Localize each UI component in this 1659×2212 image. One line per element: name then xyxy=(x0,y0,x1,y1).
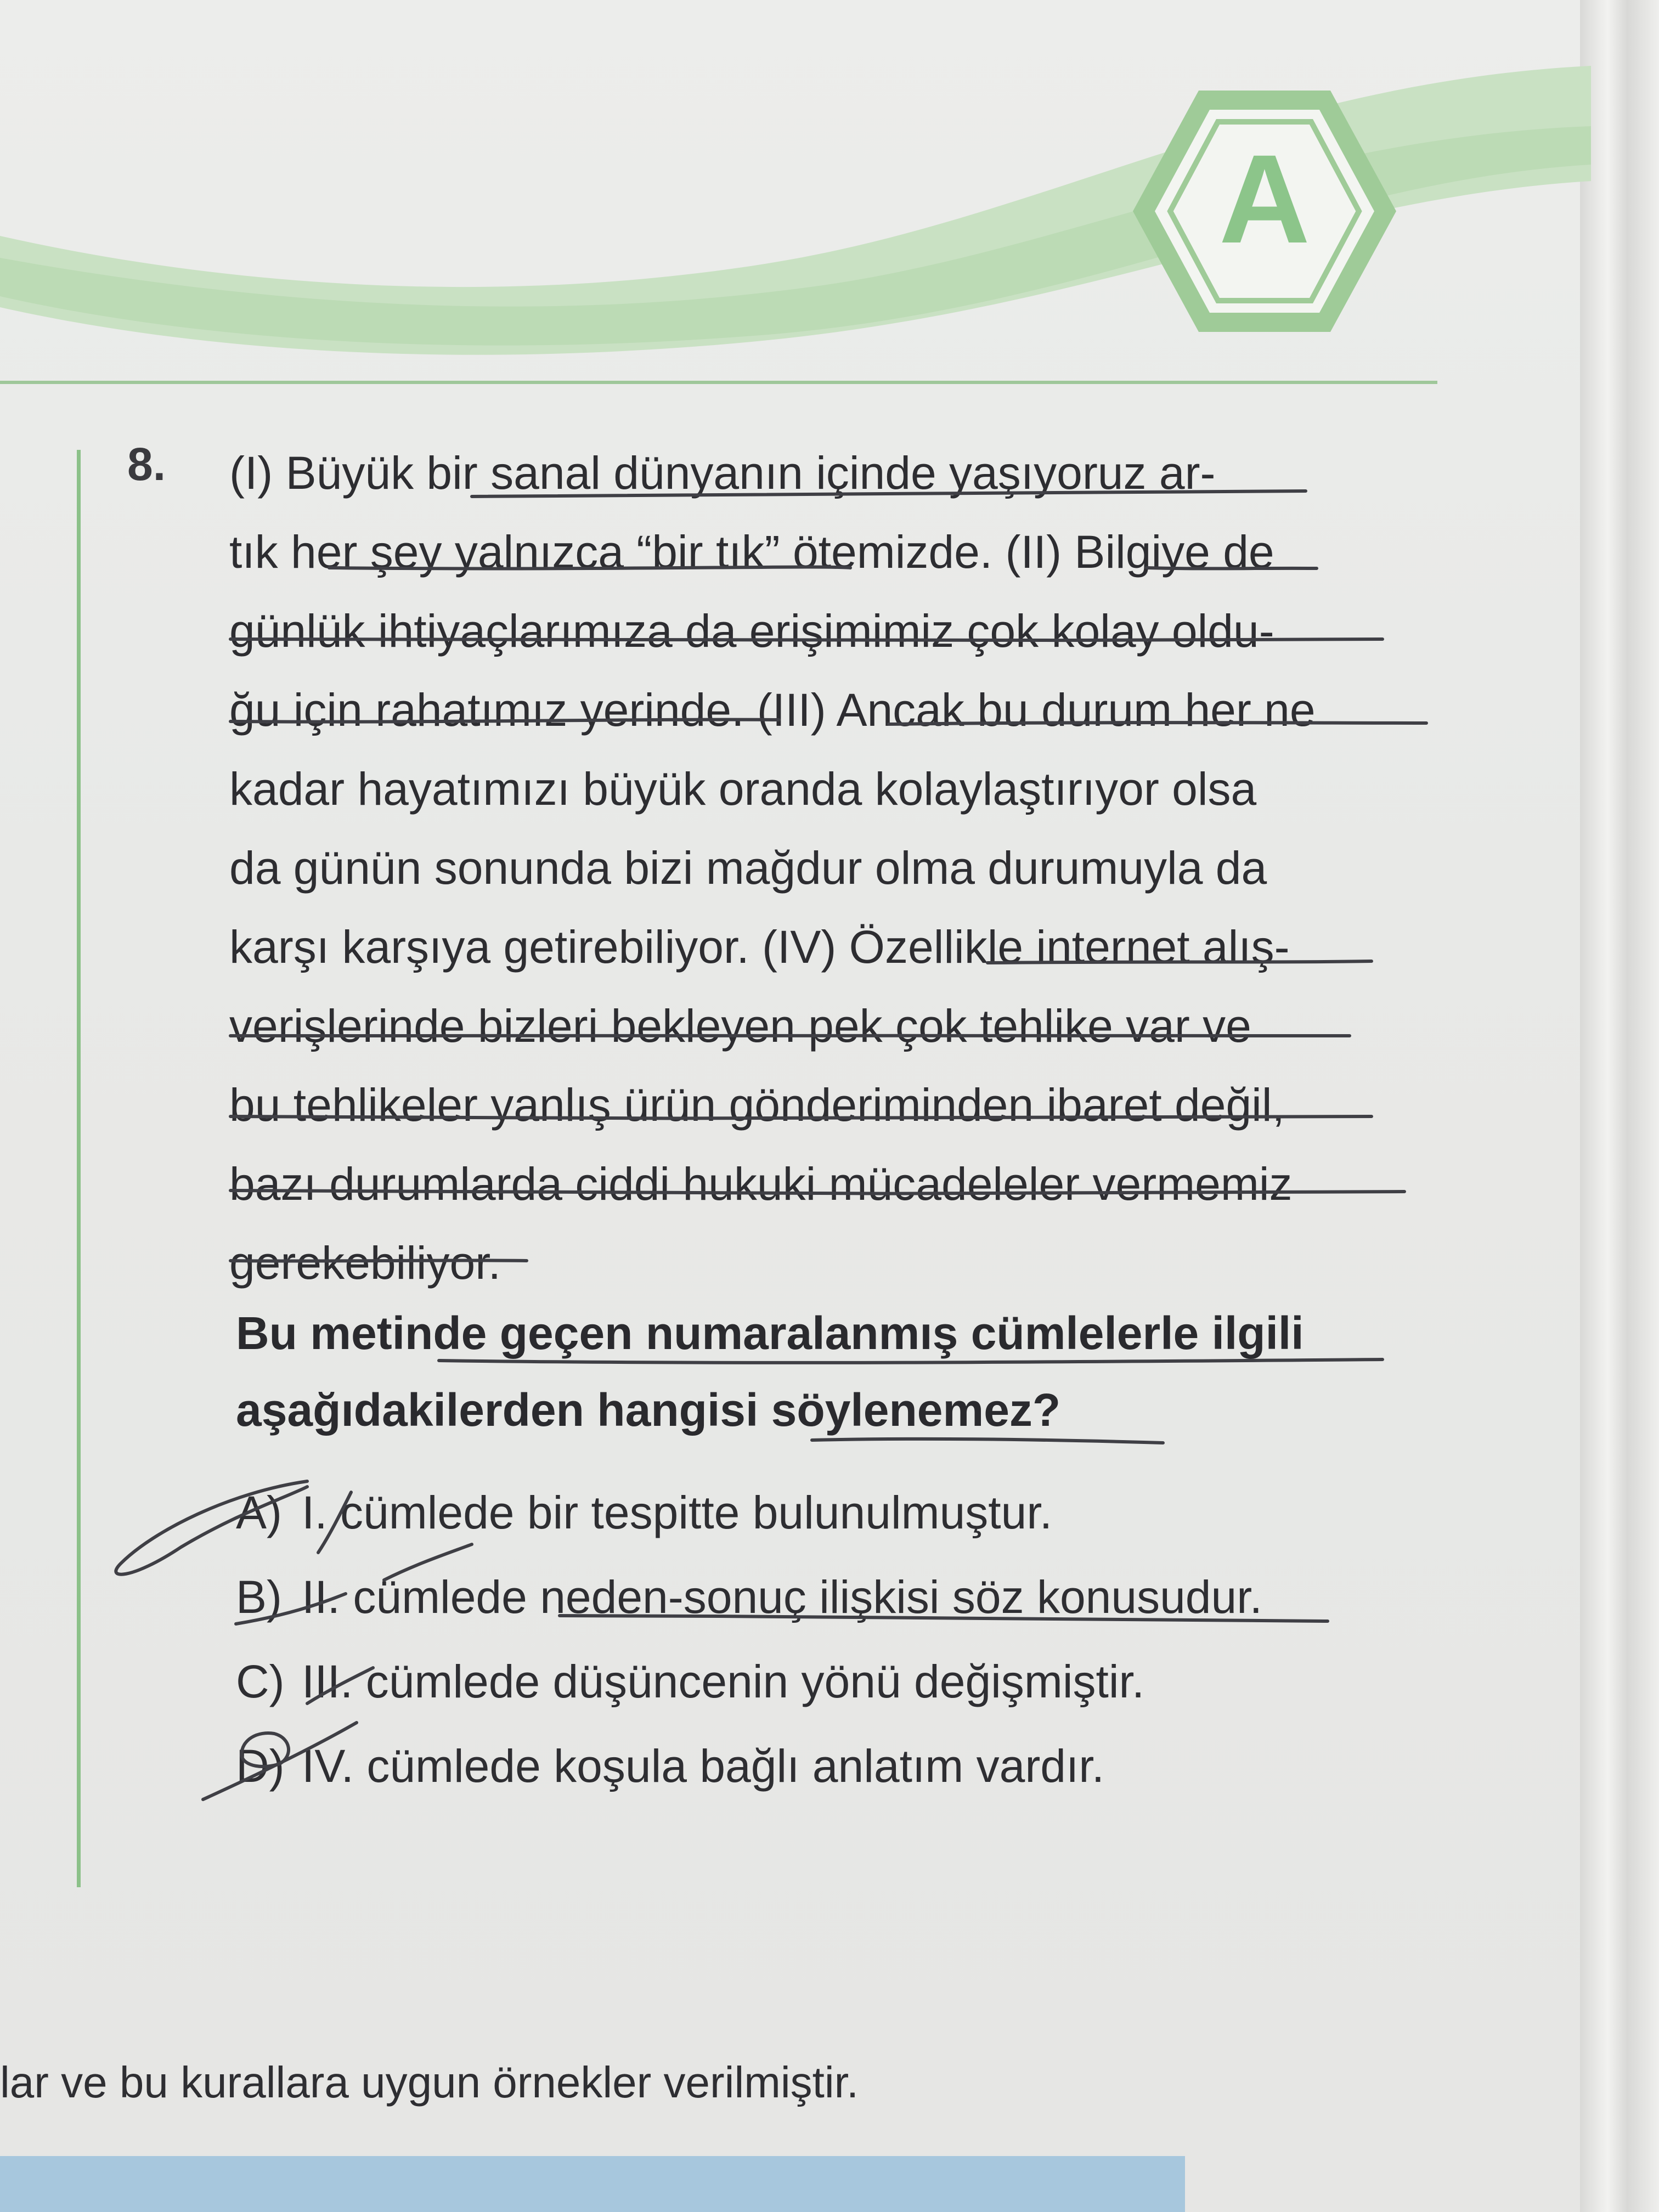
prompt-line: aşağıdakilerden hangisi söylenemez? xyxy=(236,1384,1061,1436)
passage-line: (I) Büyük bir sanal dünyanın içinde yaşıyoruz ar- xyxy=(229,447,1216,499)
option-b[interactable] xyxy=(236,1555,1476,1639)
question-prompt xyxy=(236,1295,1476,1448)
passage-line: ğu için rahatımız yerinde. (III) Ancak bu durum her ne xyxy=(229,684,1316,736)
option-text: III. cümlede düşüncenin yönü değişmiştir. xyxy=(302,1656,1145,1707)
passage-line: tık her şey yalnızca “bir tık” ötemizde. (II) Bilgiye de xyxy=(229,526,1274,578)
option-letter: C) xyxy=(236,1656,285,1707)
question-passage xyxy=(229,433,1469,1302)
passage-line: bazı durumlarda ciddi hukuki mücadeleler vermemiz xyxy=(229,1158,1293,1210)
option-d[interactable] xyxy=(236,1724,1476,1808)
answer-options xyxy=(236,1470,1476,1808)
passage-line: karşı karşıya getirebiliyor. (IV) Özellikle internet alış- xyxy=(229,921,1290,973)
option-letter: B) xyxy=(236,1571,282,1623)
option-letter: A) xyxy=(236,1487,282,1538)
option-a[interactable] xyxy=(236,1470,1476,1555)
passage-line: günlük ihtiyaçlarımıza da erişimimiz çok kolay oldu- xyxy=(229,605,1274,657)
passage-line: verişlerinde bizleri bekleyen pek çok tehlike var ve xyxy=(229,1000,1251,1052)
option-text: IV. cümlede koşula bağlı anlatım vardır. xyxy=(302,1740,1105,1792)
footer-text: lar ve bu kurallara uygun örnekler verilmiştir. xyxy=(0,2058,859,2107)
option-text: I. cümlede bir tespitte bulunulmuştur. xyxy=(302,1487,1053,1538)
header-rule xyxy=(0,381,1437,384)
passage-line: gerekebiliyor. xyxy=(229,1237,501,1289)
left-margin-bar xyxy=(77,450,81,1887)
badge-letter: A xyxy=(1218,128,1311,269)
passage-line: da günün sonunda bizi mağdur olma durumuyla da xyxy=(229,842,1267,894)
passage-line: kadar hayatımızı büyük oranda kolaylaştırıyor olsa xyxy=(229,763,1257,815)
option-c[interactable] xyxy=(236,1639,1476,1724)
prompt-line: Bu metinde geçen numaralanmış cümlelerle ilgili xyxy=(236,1307,1304,1359)
page-edge xyxy=(1580,0,1659,2212)
passage-line: bu tehlikeler yanlış ürün gönderiminden ibaret değil, xyxy=(229,1079,1285,1131)
option-letter: D) xyxy=(236,1740,285,1792)
bottom-color-band xyxy=(0,2156,1185,2212)
option-text: II. cümlede neden-sonuç ilişkisi söz konusudur. xyxy=(302,1571,1262,1623)
question-number: 8. xyxy=(127,438,166,490)
